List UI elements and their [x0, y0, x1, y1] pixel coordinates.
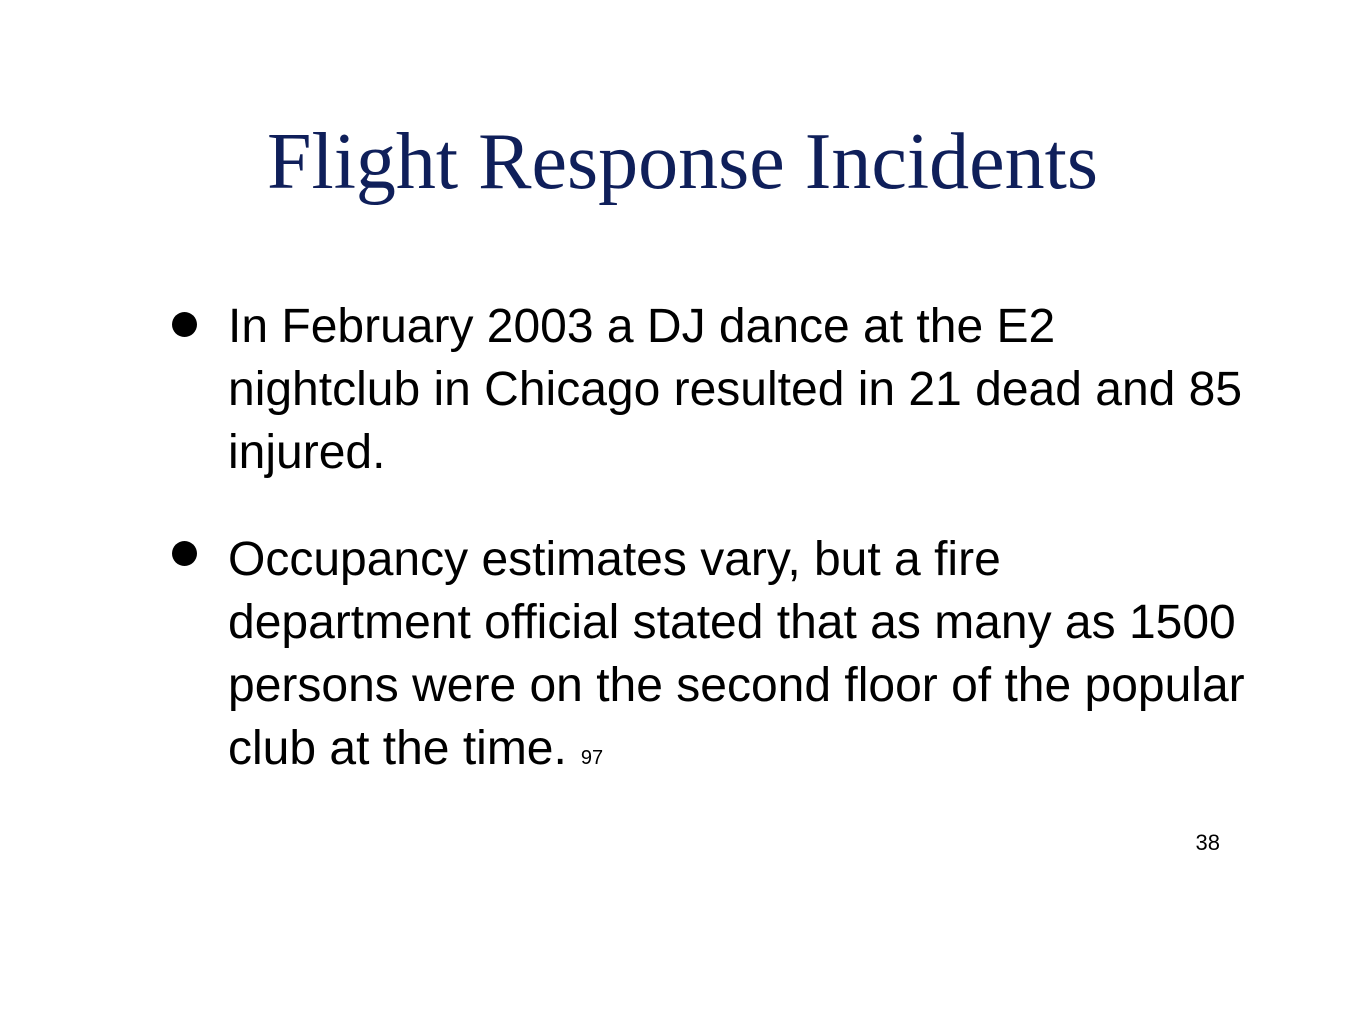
bullet-text — [228, 295, 1248, 484]
bullet-dot-icon — [172, 541, 197, 566]
slide-number: 38 — [1195, 830, 1220, 855]
bullet-text-content: Occupancy estimates vary, but a fire department official stated that as many as 1500 persons were on the second floor of the popular club at the time. — [228, 533, 1245, 775]
bullet-dot-icon — [172, 312, 197, 337]
slide-title: Flight Response Incidents — [266, 118, 1099, 206]
reference-note: 97 — [580, 747, 604, 769]
bullet-text-content: In February 2003 a DJ dance at the E2 nightclub in Chicago resulted in 21 dead and 85 injured. — [228, 300, 1243, 479]
bullet-text — [228, 528, 1248, 780]
